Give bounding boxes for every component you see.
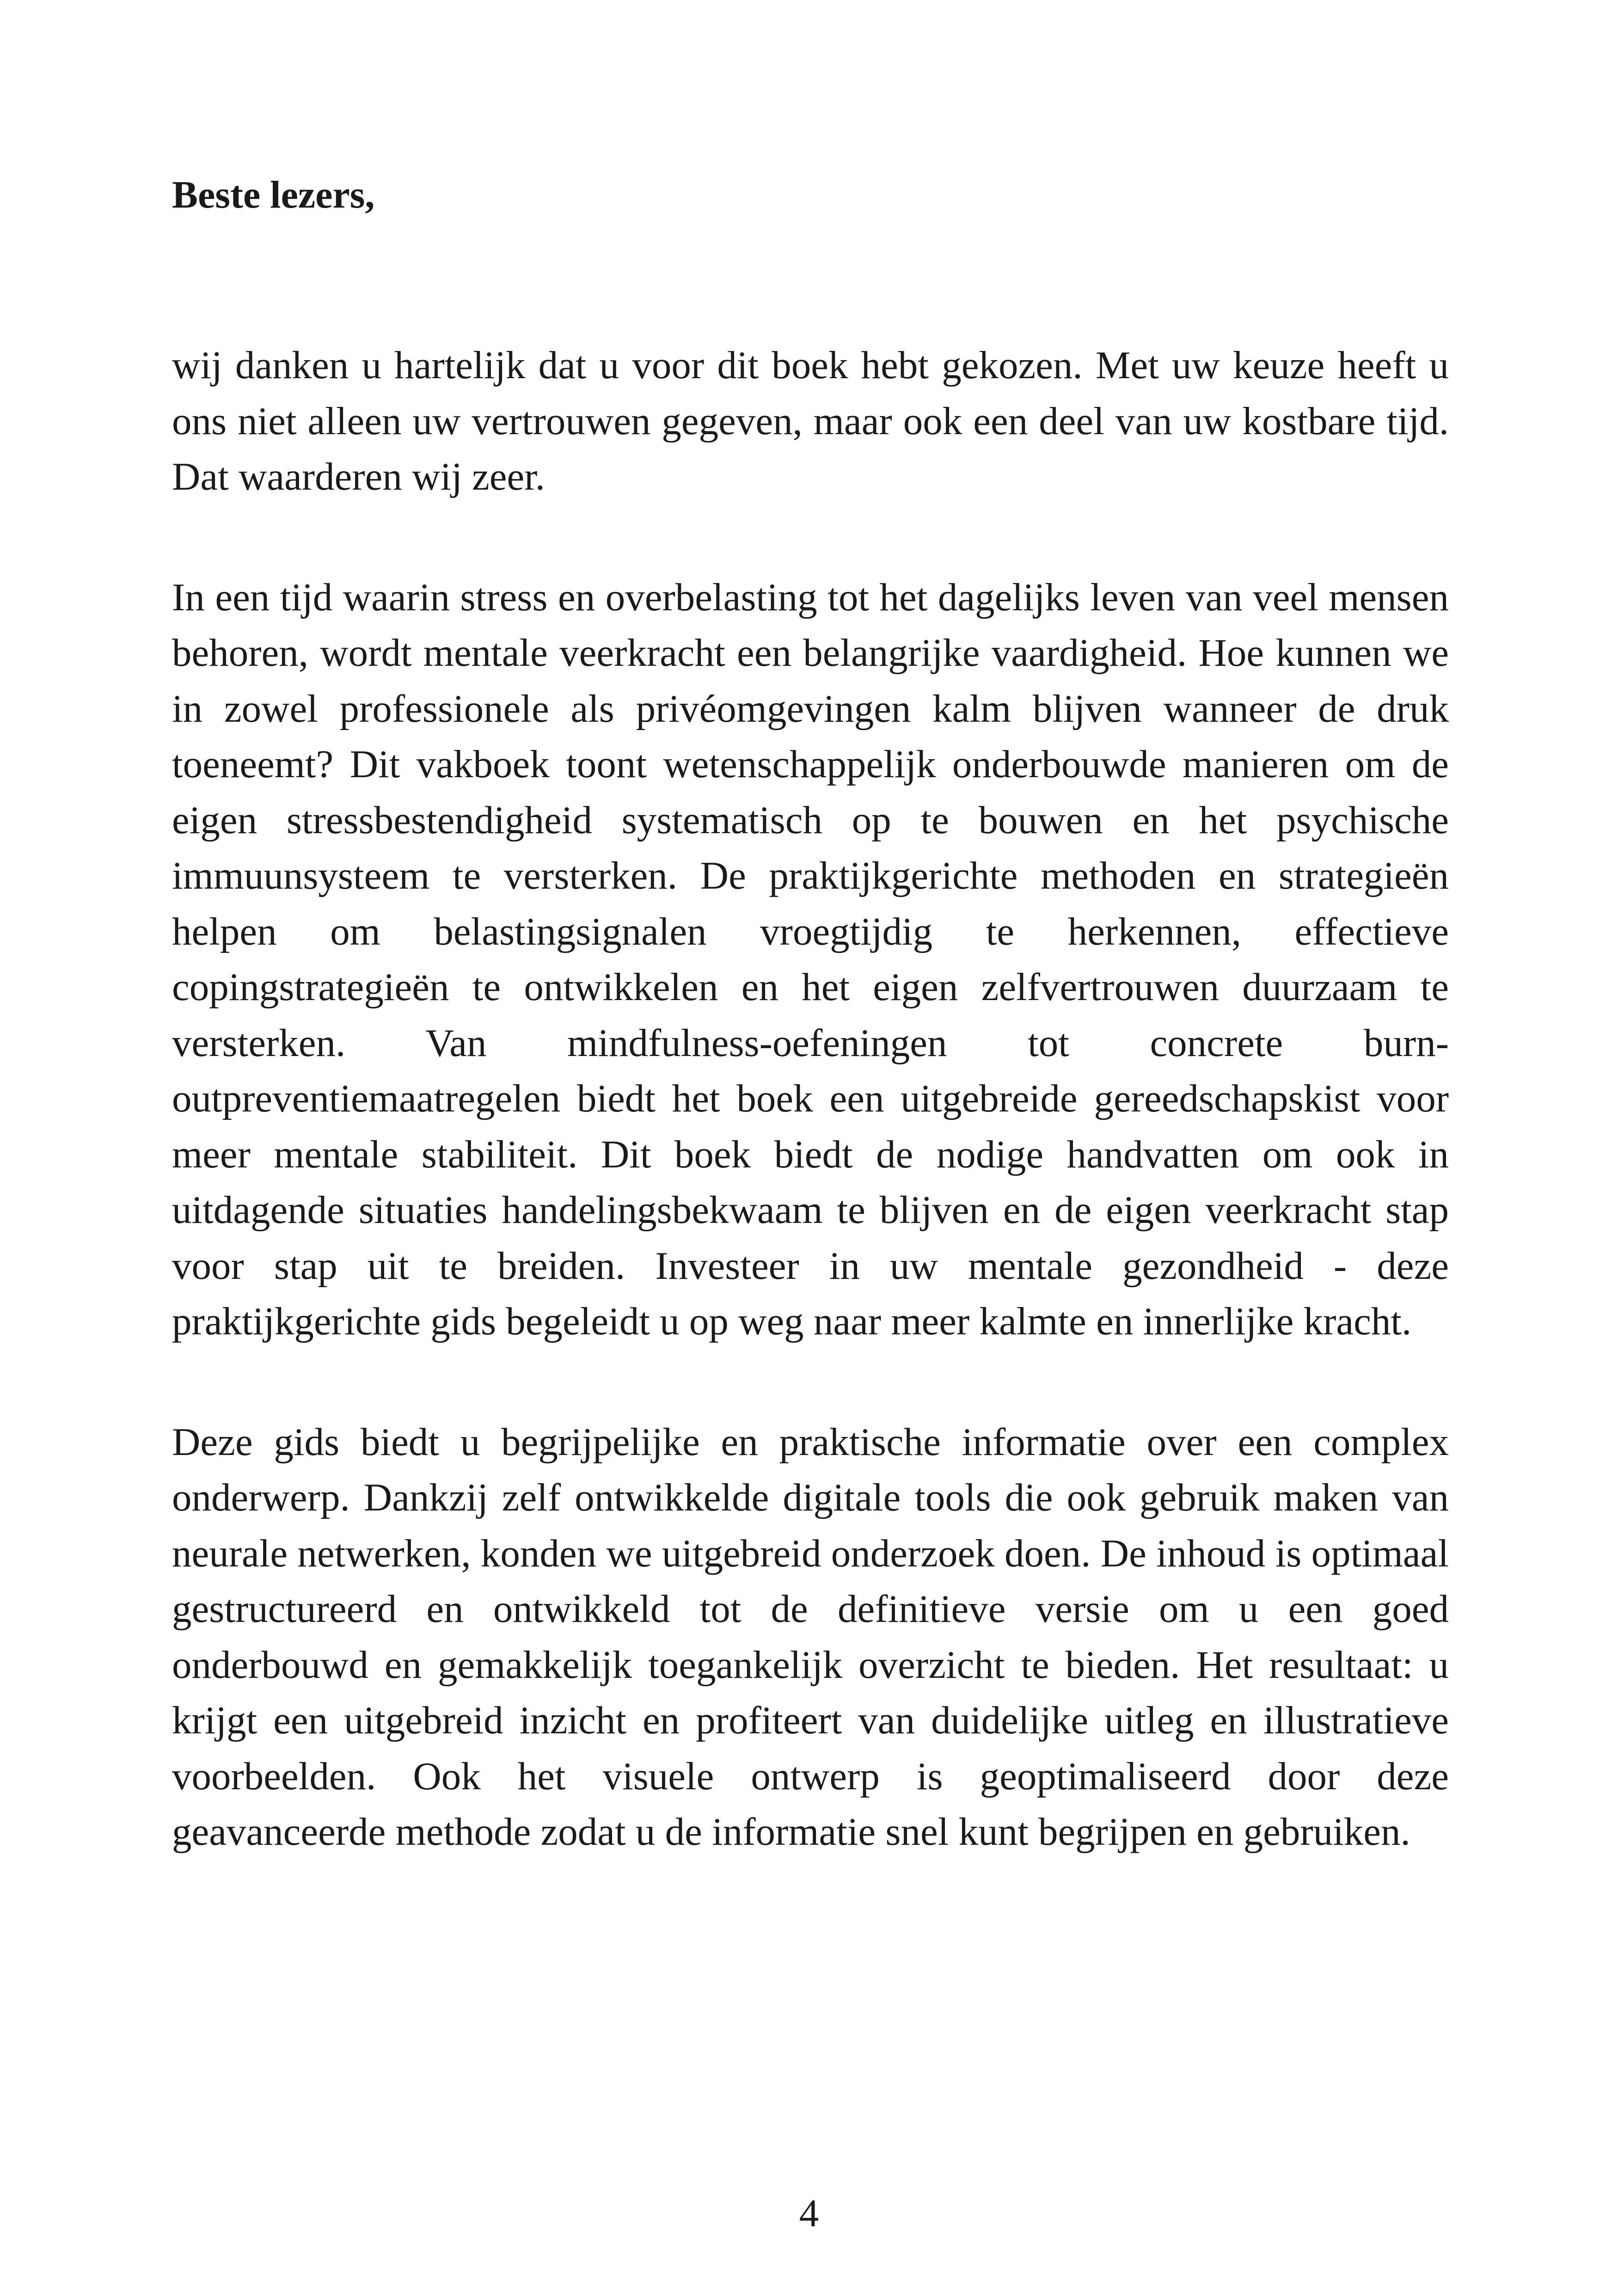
paragraph-guide-information: Deze gids biedt u begrijpelijke en praktische informatie over een complex onderwerp. Dankzij zelf ontwikkelde digitale tools die ook gebruik maken van neurale netwerken, konden we uitgebreid onderzoek doen. De inhoud is optimaal gestructureerd en ontwikkeld tot de definitieve versie om u een goed onderbouwd en gemakkelijk toegankelijk overzicht te bieden. Het resultaat: u krijgt een uitgebreid inzicht en profiteert van duidelijke uitleg en illustratieve voorbeelden. Ook het visuele ontwerp is geoptimaliseerd door deze geavanceerde methode zodat u de informatie snel kunt begrijpen en gebruiken. (172, 1420, 1449, 1854)
paragraph-book-description: In een tijd waarin stress en overbelasting tot het dagelijks leven van veel mensen behoren, wordt mentale veerkracht een belangrijke vaardigheid. Hoe kunnen we in zowel professionele als privéomgevingen kalm blijven wanneer de druk toeneemt? Dit vakboek toont wetenschappelijk onderbouwde manieren om de eigen stressbestendigheid systematisch op te bouwen en het psychische immuunsysteem te versterken. De praktijkgerichte methoden en strategieën helpen om belastingsignalen vroegtijdig te herkennen, effectieve copingstrategieën te ontwikkelen en het eigen zelfvertrouwen duurzaam te versterken. Van mindfulness-oefeningen tot concrete burn-outpreventiemaatregelen biedt het boek een uitgebreide gereedschapskist voor meer mentale stabiliteit. Dit boek biedt de nodige handvatten om ook in uitdagende situaties handelingsbekwaam te blijven en de eigen veerkracht stap voor stap uit te breiden. Investeer in uw mentale gezondheid - deze praktijkgerichte gids begeleidt u op weg naar meer kalmte en innerlijke kracht. (172, 575, 1449, 1343)
paragraph-thanks: wij danken u hartelijk dat u voor dit boek hebt gekozen. Met uw keuze heeft u ons niet alleen uw vertrouwen gegeven, maar ook een deel van uw kostbare tijd. Dat waarderen wij zeer. (172, 344, 1449, 498)
salutation-heading: Beste lezers, (172, 173, 375, 216)
page-number: 4 (799, 2192, 819, 2235)
body-text (172, 338, 1449, 1925)
